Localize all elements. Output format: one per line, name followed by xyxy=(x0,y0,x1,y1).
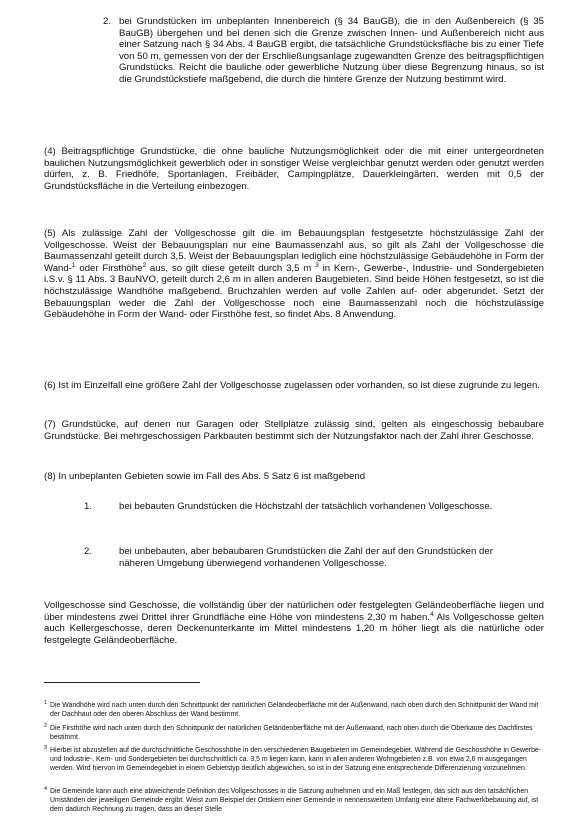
footnote-text: Hierbei ist abzustellen auf die durchschnittliche Geschosshöhe in den verschiedenen Baugebieten im Gemeindegebiet. Während die Geschosshöhe in Gewerbe- und Industrie-, Kern- und Sondergebieten bei durchschnittlich ca. 3,5 m liegen kann, kann in allen anderen Wohngebieten z.B. von etwa 2,6 m ausgegangen werden. Wird hiervon im Gemeindegebiet in einem Gebietstyp deutlich abgewichen, so ist in der Satzung eine entsprechende Differenzierung vorzunehmen. xyxy=(50,747,542,772)
footnote-text: Die Gemeinde kann auch eine abweichende Definition des Vollgeschosses in die Satzung aufnehmen und ein Maß festlegen, das sich aus den tatsächlichen Umständen der jeweiligen Gemeinde ergibt. Weist zum Beispiel der Ortskern einer Gemeinde in nennenswertem Umfang eine ältere Fachwerkbebauung auf, ist dem dadurch Rechnung zu tragen, dass an dieser Stelle xyxy=(50,788,539,813)
list-item-number: 2. xyxy=(103,16,112,27)
footnote-ref-4: 4 xyxy=(429,610,434,618)
footnote-mark: 3 xyxy=(44,745,48,751)
footnote-ref-1: 1 xyxy=(71,261,76,269)
paragraph-5 xyxy=(44,228,544,321)
footnote-mark: 1 xyxy=(44,700,48,706)
footnote-divider xyxy=(44,682,200,683)
footnote-ref-2: 2 xyxy=(142,261,147,269)
footnote-ref-3: 3 xyxy=(315,261,319,269)
list-item-text: bei Grundstücken im unbeplanten Innenbereich (§ 34 BauGB), die in den Außenbereich (§ 35 BauGB) übergehen und bei denen sich die Grenze zwischen Innen- und Außenbereich nicht aus einer Satzung nach § 34 Abs. 4 BauGB ergibt, die tatsächliche Grundstücksfläche bis zu einer Tiefe von 50 m, gemessen von der der Erschließungsanlage zugewandten Grenze des beitragspflichtigen Grundstücks. Reicht die bauliche oder gewerbliche Nutzung über diese Begrenzung hinaus, so ist die Grundstückstiefe maßgebend, die durch die hintere Grenze der Nutzung bestimmt wird. xyxy=(119,16,544,85)
paragraph-6: (6) Ist im Einzelfall eine größere Zahl der Vollgeschosse zugelassen oder vorhanden, so ist diese zugrunde zu legen. xyxy=(44,380,540,391)
footnote-text: Die Firsthöhe wird nach unten durch den Schnittpunkt der natürlichen Geländeoberfläche mit der Außenwand, nach oben durch die Oberkante des Dachfirstes bestimmt. xyxy=(50,725,533,741)
sub-item-text: bei bebauten Grundstücken die Höchstzahl der tatsächlich vorhandenen Vollgeschosse. xyxy=(119,501,493,512)
paragraph-5-text-b: oder Firsthöhe xyxy=(75,262,143,274)
footnote-mark: 2 xyxy=(44,723,48,729)
paragraph-vollgeschosse xyxy=(44,600,544,646)
sub-item-number: 1. xyxy=(84,501,93,512)
sub-item-text: bei unbebauten, aber bebaubaren Grundstücken die Zahl der auf den Grundstücken der näheren Umgebung überwiegend vorhandenen Vollgeschosse. xyxy=(119,546,493,569)
paragraph-8: (8) In unbeplanten Gebieten sowie im Fall des Abs. 5 Satz 6 ist maßgebend xyxy=(44,471,366,482)
paragraph-5-text-c: aus, so gilt diese geteilt durch 3,5 m xyxy=(146,262,316,274)
paragraph-5-text-d: in Kern-, Gewerbe-, Industrie- und Sondergebieten i.S.v. § 11 Abs. 3 BauNVO, geteilt durch 2,6 m in allen anderen Baugebieten. Sind beide Höhen festgesetzt, so ist die höchstzulässige Wandhöhe maßgebend. Bruchzahlen werden auf volle Zahlen auf- oder abgerundet. Setzt der Bebauungsplan weder die Zahl der Vollgeschosse noch eine Baumassenzahl noch die höchstzulässige Gebäudehöhe in Form der Wand- oder Firsthöhe fest, so findet Abs. 8 Anwendung. xyxy=(44,262,544,321)
paragraph-7: (7) Grundstücke, auf denen nur Garagen oder Stellplätze zulässig sind, gelten als eingeschossig bebaubare Grundstücke. Bei mehrgeschossigen Parkbauten bestimmt sich der Nutzungsfaktor nach der Zahl ihrer Geschosse. xyxy=(44,419,544,442)
paragraph-4: (4) Beitragspflichtige Grundstücke, die ohne bauliche Nutzungsmöglichkeit oder die mit einer untergeordneten baulichen Nutzungsmöglichkeit gewerblich oder in sonstiger Weise vergleichbar genutzt werden oder genutzt werden dürfen, z. B. Friedhöfe, Sportanlagen, Freibäder, Campingplätze, Dauerkleingärten, werden mit 0,5 der Grundstücksfläche in die Verteilung einbezogen. xyxy=(44,146,544,192)
sub-item-number: 2. xyxy=(84,546,93,557)
paragraph-9-text-b: Als Vollgeschosse gelten auch Kellergeschosse, deren Deckenunterkante im Mittel mindestens 1,20 m höher liegt als die natürliche oder festgelegte Geländeoberfläche. xyxy=(44,611,544,646)
paragraph-9-text-a: Vollgeschosse sind Geschosse, die vollständig über der natürlichen oder festgelegten Geländeoberfläche liegen und über mindestens zwei Drittel ihrer Grundfläche eine Höhe von mindestens 2,30 m haben. xyxy=(44,600,544,623)
footnote-mark: 4 xyxy=(44,786,48,792)
paragraph-5-text-a: (5) Als zulässige Zahl der Vollgeschosse gilt die im Bebauungsplan festgesetzte höchstzulässige Zahl der Vollgeschosse. Weist der Bebauungsplan nur eine Baumassenzahl aus, so gilt als Zahl der Vollgeschosse die Baumassenzahl geteilt durch 3,5. Weist der Bebauungsplan lediglich eine höchstzulässige Gebäudehöhe in Form der Wand- xyxy=(44,228,544,274)
footnote-text: Die Wandhöhe wird nach unten durch den Schnittpunkt der natürlichen Geländeoberfläche mit der Außenwand, nach oben durch den Schnittpunkt der Wand mit der Dachhaut oder den oberen Abschluss der Wand bestimmt. xyxy=(50,702,539,718)
